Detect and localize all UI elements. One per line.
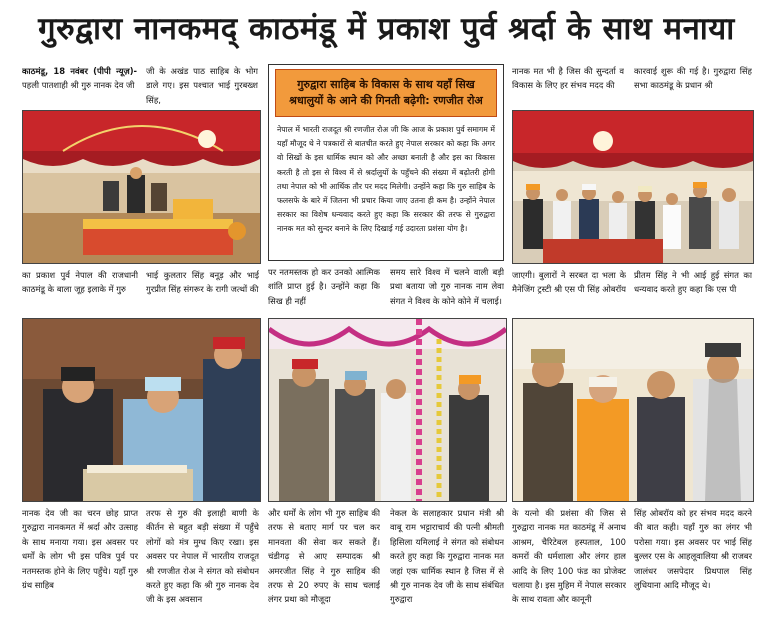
col3-mid: पर नतमस्तक हो कर उनको आत्मिक शांति प्राप्त हुई है। उन्होंने कहा कि सिख ही नहीं xyxy=(268,267,380,306)
boxed-story-heading: गुरुद्वारा साहिब के विकास के साथ यहाँ सिख श्रधालुयों के आने की गिनती बढ़ेगी: रणजीत रोअ xyxy=(275,69,497,117)
col5-mid: जाएगी। बुलारों ने सरबत दा भला के मैनेजिंग ट्रस्टी श्री एस पी सिंह ओबरॉय xyxy=(512,270,626,295)
col1-bot: नानक देव जी का चरन छोह प्राप्त गुरुद्वारा नानकमत में श्रर्दा और उत्साह के साथ मनाया गया। इस अवसर पर धर्मों के लोग भी इस पवित्र पुर्व पर नतमस्तक होने के लिए पहुँचे। यहाँ गुरु ग्रंथ साहिब xyxy=(22,508,138,591)
col2-top: जी के अखंड पाठ साहिब के भोग डाले गए। इस पश्चात भाई गुरबख्श सिंह, xyxy=(146,66,258,104)
col6-bot: सिंह ओबरॉय को हर संभव मदद करने की बात कही। यहाँ गुरु का लंगर भी परोसा गया। इस अवसर पर भाई सिंह बुल्लर एस के आहलूवालिया श्री राजबर जालंधर जसपेदार प्रिथपाल सिंह लुधियाना आदि मौजूद थे। xyxy=(634,508,752,591)
photo-gurdwara-hall xyxy=(22,110,261,264)
photo-group-with-woman xyxy=(512,318,754,502)
boxed-story-body: नेपाल में भारती राजदूत श्री रणजीत रोअ जी कि आज के प्रकाश पुर्व समागम में यहाँ मौजूद थे ने पत्रकारों से बातचीत करते हुए नेपाल सरकार को कहा कि अगर वो सिखों के इस धार्मिक स्थान को और अच्छा बनाती है और इस का विकास करती है तो इस से विश्व में से श्रर्दालुयों के पहुँचने की संख्या में बढ़ोतरी होगी तथा नेपाल को भी आर्थिक तौर पर मदद मिलेगी। उन्होंने कहा कि गुरु साहिब के फलसफे के बारे में जितना भी प्रचार किया जाए उतना ही कम है। उन्होंने नेपाल सरकार का विशेष धन्यवाद करते हुए कहा कि सरकार की तरफ से गुरुद्वारा नानक मत को सुन्दर बनाने के लिए दिखाई गई उदारता प्रशंसा योग है। xyxy=(277,125,495,234)
boxed-story xyxy=(268,64,504,261)
photo-gathering-garlands xyxy=(268,318,507,502)
col2-mid: भाई कुलतार सिंह बनूड़ और भाई गुरप्रीत सिंह संगरूर के रागी जत्थों की xyxy=(146,270,259,295)
headline: गुरुद्वारा नानकमद् काठमंडू में प्रकाश पुर्व श्रर्दा के साथ मनाया xyxy=(38,11,735,47)
col2-bot: तरफ से गुरु की इलाही बाणी के कीर्तन से बहुत बड़ी संख्या में पहुँचे लोगों को मंत्र मुग्ध किए रखा। इस अवसर पर नेपाल में भारतीय राजदूत श्री रणजीत रोअ ने संगत को संबोधन करते हुए कहा कि श्री गुरु नानक देव जी के इस अवसान xyxy=(146,508,259,605)
col3-bot: और धर्मों के लोग भी गुरु साहिब की तरफ से बताए मार्ग पर चल कर मानवता की सेवा कर सकते हैं। चंडीगढ़ से आए सम्पादक श्री अमरजीत सिंह ने गुरु साहिब की तरफ से 20 रुपए के साथ चलाई लंगर प्रथा को मौजूदा xyxy=(268,508,380,605)
col5-top: नानक मत भी है जिस की सुन्दर्ता व विकास के लिए हर संभव मदद की xyxy=(512,66,624,91)
col6-top: कारवाई शुरू की गई है। गुरुद्वारा सिंह सभा काठमंडू के प्रधान श्री xyxy=(634,66,752,91)
col1-mid: का प्रकाश पुर्व नेपाल की राजधानी काठमंडू के बाला जूह इलाके में गुरु xyxy=(22,270,138,295)
col6-mid: प्रीतम सिंह ने भी आई हुई संगत का धन्यवाद करते हुए कहा कि एस पी xyxy=(634,270,752,295)
col1-top xyxy=(22,64,137,104)
dateline: काठमंडू, 18 नवंबर (पीपी न्यूज़)- xyxy=(22,66,137,76)
col4-bot: नेकल के सलाहकार प्रधान मंत्री श्री वाबू राम भट्टाराचार्य की पत्नी श्रीमती हिसिला यमिलाई ने संगत को संबोधन करते हुए कहा कि गुरुद्वारा नानक मत जहां एक धार्मिक स्थान है जिस में से श्री गुरु नानक देव जी के साथ संबंधित गुरुद्वारा xyxy=(390,508,504,605)
col4-mid: समय सारे विश्व में चलने वाली बड़ी प्रथा बताया जो गुरु नानक नाम लेवा संगत ने विश्व के कोने कोने में चलाई। xyxy=(390,267,504,306)
photo-ambassador-with-sangat xyxy=(512,110,754,264)
col5-bot: के यत्नो की प्रशंसा की जिस से गुरुद्वारा नानक मत काठमंडू में अनाथ आश्रम, चैरिटेबल हस्पताल, 100 कमरों की धर्मशाला और लंगर हाल आदि के लिए 100 फंड का प्रोजेक्ट चलाया है। इस मुहिम में नेपाल सरकार के साथ रावता और कानूनी xyxy=(512,508,626,605)
col1-top-text: पहली पातशाही श्री गुरु नानक देव जी xyxy=(22,80,135,91)
photo-reading-scripture xyxy=(22,318,261,502)
